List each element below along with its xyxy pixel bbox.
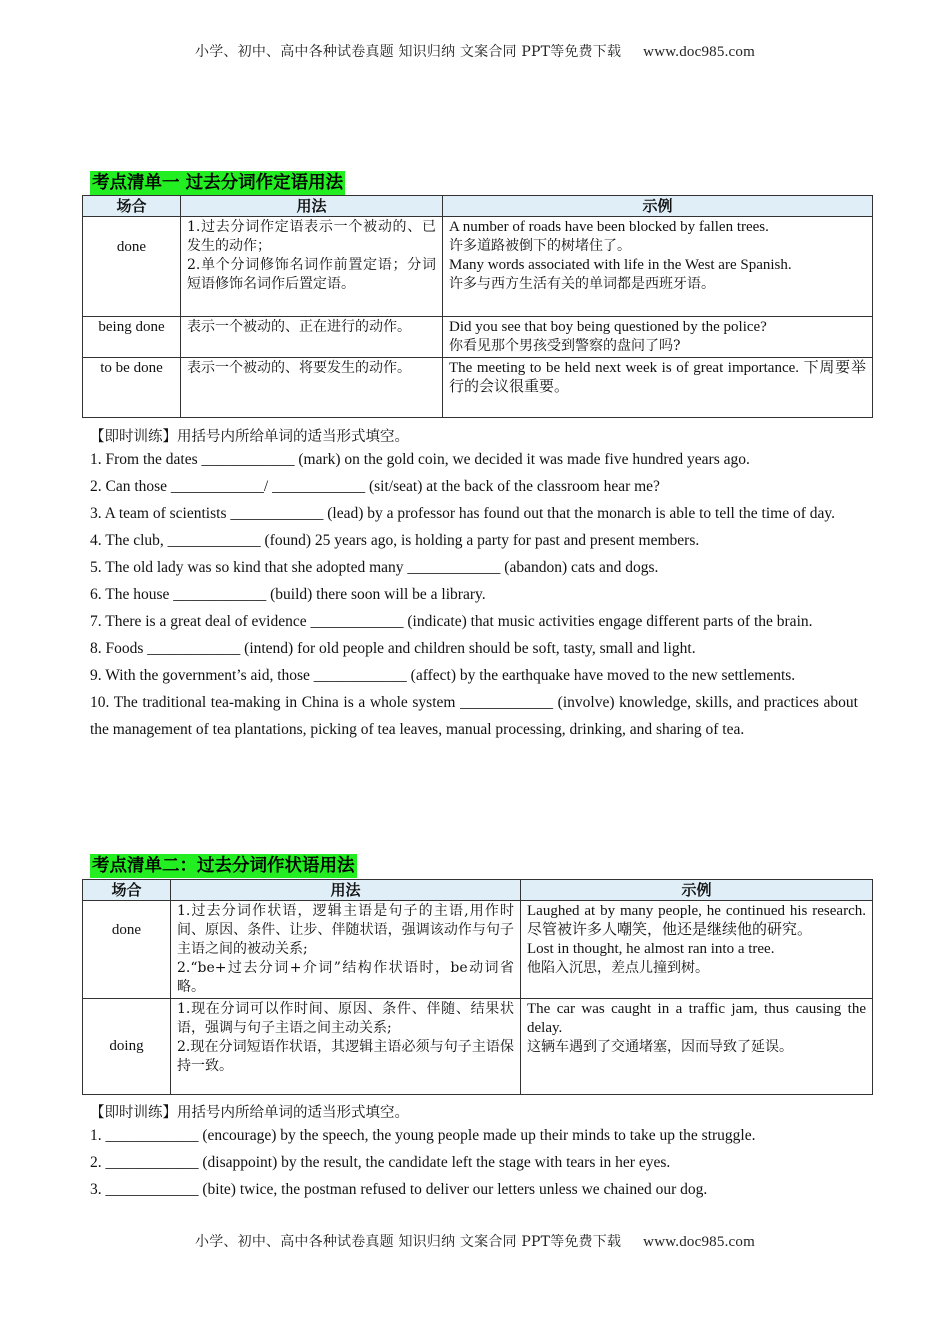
usage-cell: 1.过去分词作状语，逻辑主语是句子的主语,用作时间、原因、条件、让步、伴随状语，强调该动作与句子主语之间的被动关系; 2.“be+过去分词+介词”结构作状语时，be动词省略。 [171, 901, 521, 999]
example-cell: Laughed at by many people, he continued his research. 尽管被许多人嘲笑，他还是继续他的研究。 Lost in thought, he almost ran into a tree. 他陷入沉思，差点儿撞到树。 [521, 901, 873, 999]
example-cell: Did you see that boy being questioned by the police? 你看见那个男孩受到警察的盘问了吗? [443, 317, 873, 358]
table-row [83, 217, 873, 317]
scene-cell: to be done [83, 358, 181, 418]
header-text: 小学、初中、高中各种试卷真题 知识归纳 文案合同 PPT等免费下载 [195, 44, 622, 60]
usage-cell: 1.现在分词可以作时间、原因、条件、伴随、结果状语，强调与句子主语之间主动关系; 2.现在分词短语作状语，其逻辑主语必须与句子主语保持一致。 [171, 999, 521, 1095]
table-row [83, 901, 873, 999]
footer-url: www.doc985.com [643, 1234, 755, 1250]
usage-cell: 表示一个被动的、将要发生的动作。 [181, 358, 443, 418]
exercise-item: 9. With the government’s aid, those ____________ (affect) by the earthquake have moved to the new settlements. [90, 667, 796, 684]
usage-cell: 表示一个被动的、正在进行的动作。 [181, 317, 443, 358]
exercise-item: 2. Can those ____________/ ____________ (sit/seat) at the back of the classroom hear me? [90, 478, 660, 495]
table-header-row [83, 880, 873, 901]
section2-exercises [90, 1122, 858, 1203]
scene-cell: done [83, 217, 181, 317]
table-row [83, 999, 873, 1095]
exercise-item: 10. The traditional tea-making in China is a whole system ____________ (involve) knowledge, skills, and practices about the management of tea plantations, picking of tea leaves, manual processing, drinking, and sharing of tea. [90, 694, 858, 738]
section1-exercises [90, 446, 858, 743]
exercise-item: 3. ____________ (bite) twice, the postman refused to deliver our letters unless we chained our dog. [90, 1181, 708, 1198]
scene-cell: doing [83, 999, 171, 1095]
exercise-item: 3. A team of scientists ____________ (lead) by a professor has found out that the monarch is able to tell the time of day. [90, 505, 835, 522]
scene-cell: done [83, 901, 171, 999]
exercise-item: 1. ____________ (encourage) by the speech, the young people made up their minds to take up the struggle. [90, 1127, 756, 1144]
table-header-row [83, 196, 873, 217]
header-example: 示例 [443, 196, 873, 217]
section2-practice-title: 【即时训练】用括号内所给单词的适当形式填空。 [90, 1105, 409, 1121]
exercise-item: 7. There is a great deal of evidence ____________ (indicate) that music activities engage different parts of the brain. [90, 613, 813, 630]
section2-table [82, 879, 873, 1095]
exercise-item: 5. The old lady was so kind that she adopted many ____________ (abandon) cats and dogs. [90, 559, 659, 576]
section1-practice-title: 【即时训练】用括号内所给单词的适当形式填空。 [90, 429, 409, 445]
exercise-item: 2. ____________ (disappoint) by the result, the candidate left the stage with tears in her eyes. [90, 1154, 671, 1171]
header-usage: 用法 [181, 196, 443, 217]
header-scene: 场合 [83, 880, 171, 901]
section1-table [82, 195, 873, 418]
scene-cell: being done [83, 317, 181, 358]
exercise-item: 6. The house ____________ (build) there soon will be a library. [90, 586, 486, 603]
section1-title: 考点清单一 过去分词作定语用法 [92, 173, 344, 193]
header-example: 示例 [521, 880, 873, 901]
header-url: www.doc985.com [643, 44, 755, 60]
exercise-item: 8. Foods ____________ (intend) for old people and children should be soft, tasty, small and light. [90, 640, 696, 657]
page-header [0, 41, 950, 61]
table-row [83, 358, 873, 418]
section2-title: 考点清单二：过去分词作状语用法 [92, 856, 355, 876]
footer-text: 小学、初中、高中各种试卷真题 知识归纳 文案合同 PPT等免费下载 [195, 1234, 622, 1250]
example-cell: A number of roads have been blocked by fallen trees. 许多道路被倒下的树堵住了。 Many words associated with life in the West are Spanish. 许多与西方生活有关的单词都是西班牙语。 [443, 217, 873, 317]
table-row [83, 317, 873, 358]
exercise-item: 1. From the dates ____________ (mark) on the gold coin, we decided it was made five hundred years ago. [90, 451, 750, 468]
exercise-item: 4. The club, ____________ (found) 25 years ago, is holding a party for past and present members. [90, 532, 700, 549]
usage-cell: 1.过去分词作定语表示一个被动的、已发生的动作； 2.单个分词修饰名词作前置定语；分词短语修饰名词作后置定语。 [181, 217, 443, 317]
header-usage: 用法 [171, 880, 521, 901]
example-cell: The car was caught in a traffic jam, thus causing the delay. 这辆车遇到了交通堵塞，因而导致了延误。 [521, 999, 873, 1095]
page-footer [0, 1231, 950, 1251]
example-cell: The meeting to be held next week is of great importance. 下周要举行的会议很重要。 [443, 358, 873, 418]
header-scene: 场合 [83, 196, 181, 217]
